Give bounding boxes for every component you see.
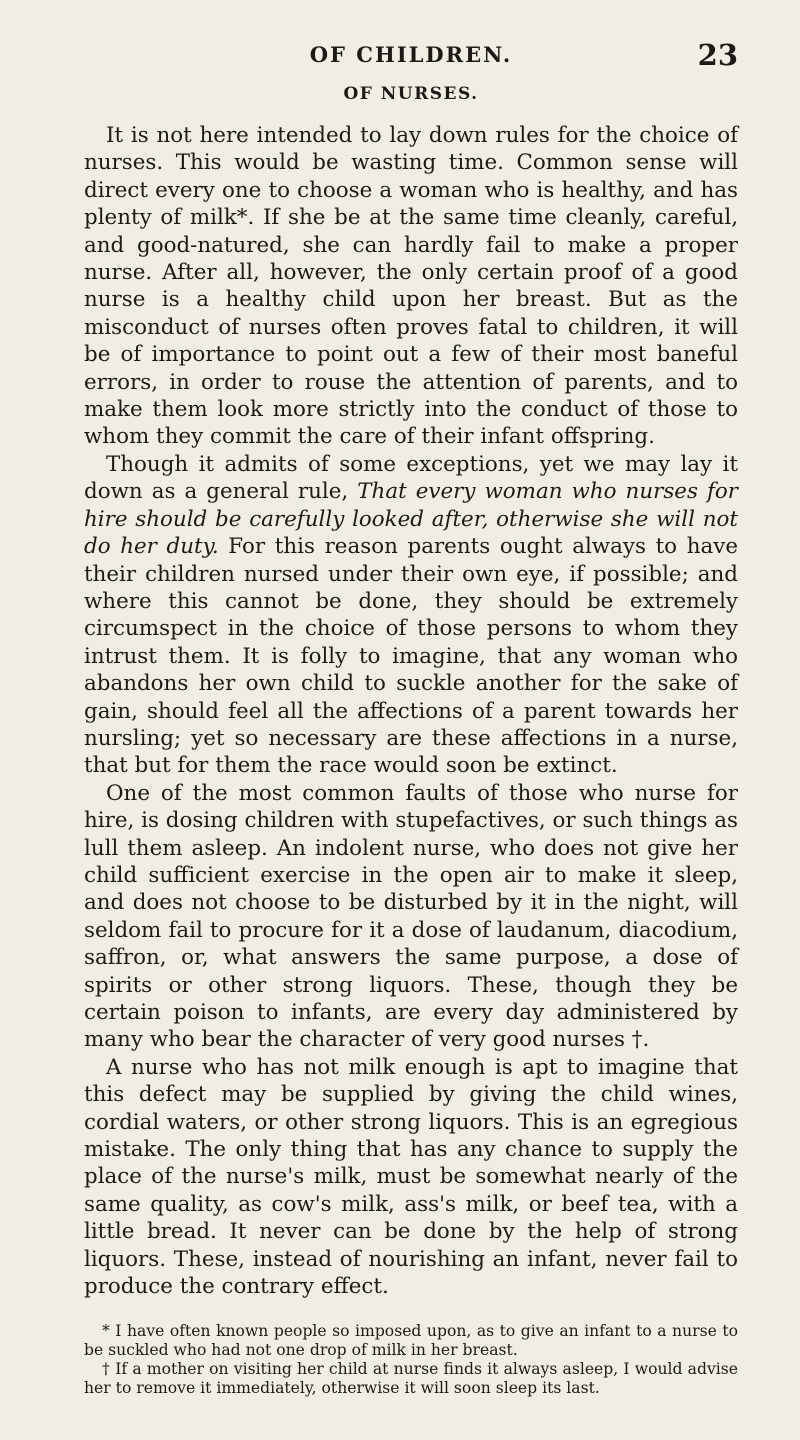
running-head <box>84 38 738 78</box>
page-number: 23 <box>697 38 738 72</box>
footnote-milk: * I have often known people so imposed upon, as to give an infant to a nurse to be suckled who had not one drop of milk in her breast. <box>84 1322 738 1360</box>
paragraph-choice-of-nurses: It is not here intended to lay down rules for the choice of nurses. This would be wasting time. Common sense will direct every one to choose a woman who is healthy, and has plenty of milk*. If she be at the same time cleanly, careful, and good-natured, she can hardly fail to make a proper nurse. After all, however, the only certain proof of a good nurse is a healthy child upon her breast. But as the misconduct of nurses often proves fatal to children, it will be of importance to point out a few of their most baneful errors, in order to rouse the attention of parents, and to make them look more strictly into the conduct of those to whom they commit the care of their infant offspring. <box>84 123 738 450</box>
paragraph-stupefactives: One of the most common faults of those who nurse for hire, is dosing children with stupefactives, or such things as lull them asleep. An indolent nurse, who does not give her child sufficient exercise in the open air to make it sleep, and does not choose to be disturbed by it in the night, will seldom fail to procure for it a dose of laudanum, diacodium, saffron, or, what answers the same purpose, a dose of spirits or other strong liquors. These, though they be certain poison to infants, are every day administered by many who bear the character of very good nurses †. <box>84 780 738 1053</box>
running-title: OF CHILDREN. <box>309 42 513 67</box>
paragraph-general-rule-italic: That every woman who nurses for hire should be carefully looked after, otherwise she will not do her duty. <box>84 479 738 560</box>
section-heading: OF NURSES. <box>343 84 479 104</box>
paragraph-strong-liquors: A nurse who has not milk enough is apt to imagine that this defect may be supplied by giving the child wines, cordial waters, or other strong liquors. This is an egregious mistake. The only thing that has any chance to supply the place of the nurse's milk, must be somewhat nearly of the same quality, as cow's milk, ass's milk, or beef tea, with a little bread. It never can be done by the help of strong liquors. These, instead of nourishing an infant, never fail to produce the contrary effect. <box>84 1054 738 1300</box>
paragraph-general-rule-rest: For this reason parents ought always to have their children nursed under their own eye, if possible; and where this cannot be done, they should be extremely circumspect in the choice of those persons to whom they intrust them. It is folly to imagine, that any woman who abandons her own child to suckle another for the sake of gain, should feel all the affections of a parent towards her nursling; yet so necessary are these affections in a nurse, that but for them the race would soon be extinct. <box>84 534 738 779</box>
paragraph-general-rule <box>84 451 738 780</box>
body-text <box>84 122 738 1300</box>
paragraph-general-rule-lead: Though it admits of some exceptions, yet we may lay it down as a general rule, <box>84 451 738 505</box>
footnotes <box>84 1322 738 1398</box>
footnote-asleep: † If a mother on visiting her child at nurse finds it always asleep, I would advise her to remove it immediately, otherwise it will soon sleep its last. <box>84 1360 738 1398</box>
